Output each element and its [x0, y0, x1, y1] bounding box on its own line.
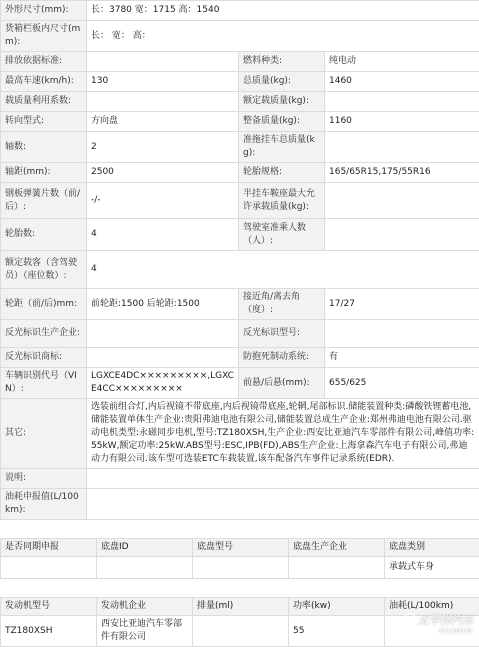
vin-label: 车辆识别代号（VIN）:	[1, 368, 87, 399]
saddle-load-label: 半挂车鞍座最大允许承载质量(kg):	[239, 183, 325, 219]
chassis-cell: 承载式车身	[385, 557, 479, 579]
fuel-declared-label: 油耗申报值(L/100km):	[1, 489, 87, 520]
chassis-header: 是否同期申报	[1, 539, 97, 557]
total-mass-value: 1460	[325, 72, 479, 92]
other-label: 其它:	[1, 399, 87, 469]
leaf-spring-label: 钢板弹簧片数（前/后）:	[1, 183, 87, 219]
fuel-type-label: 燃料种类:	[239, 52, 325, 72]
rated-load-value	[325, 92, 479, 112]
engine-header: 油耗(L/100km)	[385, 598, 479, 616]
cab-seats-value	[325, 219, 479, 251]
leaf-spring-value: -/-	[87, 183, 239, 219]
reflector-company-value	[87, 320, 239, 348]
engine-cell: TZ180XSH	[1, 616, 97, 647]
engine-cell: 西安比亚迪汽车零部件有限公司	[97, 616, 193, 647]
engine-header: 发动机型号	[1, 598, 97, 616]
steering-value: 方向盘	[87, 112, 239, 132]
chassis-cell	[193, 557, 289, 579]
dims-value: 长：3780 宽：1715 高：1540	[87, 1, 479, 21]
max-speed-value: 130	[87, 72, 239, 92]
rated-seats-label: 额定载客（含驾驶员）（座位数）:	[1, 251, 87, 289]
overhang-label: 前悬/后悬(mm):	[239, 368, 325, 399]
approach-departure-value: 17/27	[325, 289, 479, 320]
wheelbase-value: 2500	[87, 163, 239, 183]
note-label: 说明:	[1, 469, 87, 489]
load-utilization-value	[87, 92, 239, 112]
fuel-type-value: 纯电动	[325, 52, 479, 72]
reflector-brand-label: 反光标识商标:	[1, 348, 87, 368]
fuel-declared-value	[87, 489, 479, 520]
axles-value: 2	[87, 132, 239, 163]
chassis-cell	[1, 557, 97, 579]
chassis-header: 底盘类别	[385, 539, 479, 557]
reflector-model-value	[325, 320, 479, 348]
rated-seats-value: 4	[87, 251, 479, 289]
reflector-brand-value	[87, 348, 239, 368]
chassis-header: 底盘ID	[97, 539, 193, 557]
reflector-company-label: 反光标识生产企业:	[1, 320, 87, 348]
track-width-label: 轮距（前/后)mm:	[1, 289, 87, 320]
chassis-table	[0, 538, 479, 579]
curb-mass-value: 1160	[325, 112, 479, 132]
vin-value: LGXCE4DC×××××××××,LGXCE4CC×××××××××	[87, 368, 239, 399]
watermark-text: 太平洋汽车	[418, 614, 473, 627]
curb-mass-label: 整备质量(kg):	[239, 112, 325, 132]
rated-load-label: 额定载质量(kg):	[239, 92, 325, 112]
note-value	[87, 469, 479, 489]
emission-standard-value	[87, 52, 239, 72]
total-mass-label: 总质量(kg):	[239, 72, 325, 92]
chassis-header: 底盘型号	[193, 539, 289, 557]
approach-departure-label: 接近角/离去角（度）:	[239, 289, 325, 320]
trailer-mass-value	[325, 132, 479, 163]
tire-count-value: 4	[87, 219, 239, 251]
chassis-header: 底盘生产企业	[289, 539, 385, 557]
emission-standard-label: 排放依据标准:	[1, 52, 87, 72]
reflector-model-label: 反光标识型号:	[239, 320, 325, 348]
track-width-value: 前轮距:1500 后轮距:1500	[87, 289, 239, 320]
watermark-logo-icon	[404, 613, 416, 625]
chassis-cell	[97, 557, 193, 579]
tire-spec-label: 轮胎规格:	[239, 163, 325, 183]
engine-header: 发动机企业	[97, 598, 193, 616]
tire-spec-value: 165/65R15,175/55R16	[325, 163, 479, 183]
chassis-cell	[289, 557, 385, 579]
wheelbase-label: 轴距(mm):	[1, 163, 87, 183]
saddle-load-value	[325, 183, 479, 219]
engine-header: 排量(ml)	[193, 598, 289, 616]
tire-count-label: 轮胎数:	[1, 219, 87, 251]
other-value: 选装前组合灯,内后视镜不带底座,内后视镜带底座,轮辋,尾部标识.储能装置种类:磷酸铁锂蓄电池,储能装置单体生产企业:贵阳弗迪电池有限公司,储能装置总成生产企业:郑州弗迪电池有限公司.驱动电机类型:永磁同步电机,型号:TZ180XSH,生产企业:西安比亚迪汽车零部件有限公司,峰值功率:55kW,额定功率:25kW.ABS型号:ESC,IPB(FD),ABS生产企业:上海拿森汽车电子有限公司,弗迪动力有限公司.该车型可选装ETC车载装置,该车配备汽车事件记录系统(EDR).	[87, 399, 479, 469]
abs-value: 有	[325, 348, 479, 368]
max-speed-label: 最高车速(km/h):	[1, 72, 87, 92]
steering-label: 转向型式:	[1, 112, 87, 132]
trailer-mass-label: 准拖挂车总质量(kg):	[239, 132, 325, 163]
cab-seats-label: 驾驶室准乘人数（人）:	[239, 219, 325, 251]
axles-label: 轴数:	[1, 132, 87, 163]
engine-cell: 55	[289, 616, 385, 647]
overhang-value: 655/625	[325, 368, 479, 399]
watermark-sub: PCAUTO	[404, 628, 473, 635]
cargo-dims-value: 长： 宽： 高：	[87, 21, 479, 52]
cargo-dims-label: 货箱栏板内尺寸(mm):	[1, 21, 87, 52]
engine-header: 功率(kw)	[289, 598, 385, 616]
engine-cell	[193, 616, 289, 647]
load-utilization-label: 载质量利用系数:	[1, 92, 87, 112]
dims-label: 外形尺寸(mm):	[1, 1, 87, 21]
watermark	[404, 612, 473, 635]
abs-label: 防抱死制动系统:	[239, 348, 325, 368]
